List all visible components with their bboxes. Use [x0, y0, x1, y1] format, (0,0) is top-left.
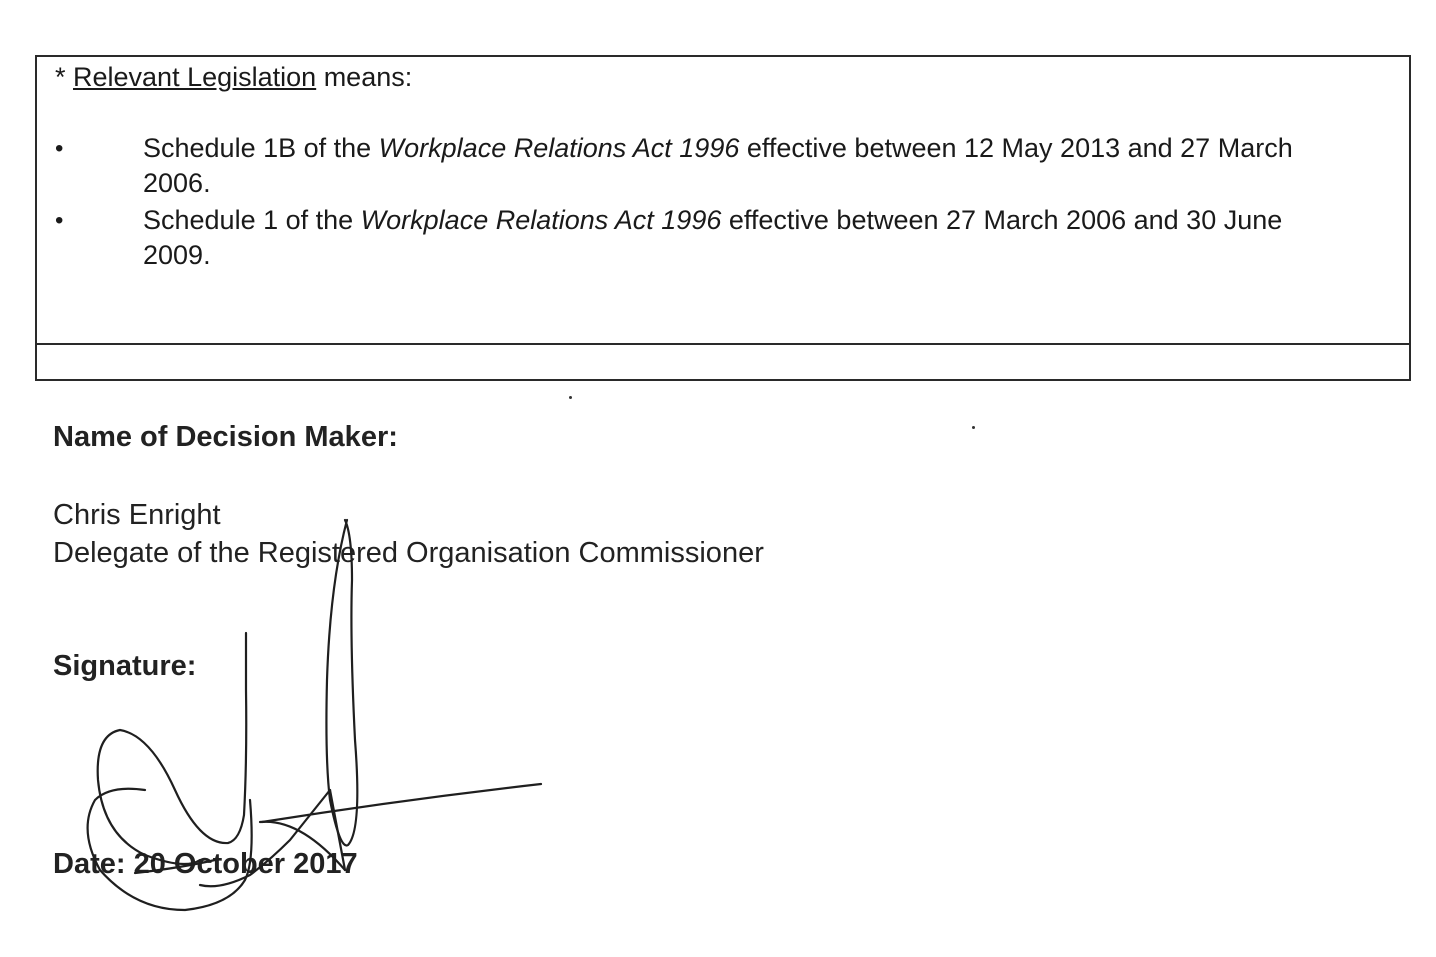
legislation-item-text [143, 131, 1349, 201]
legislation-item [37, 203, 1349, 273]
bullet-icon: • [55, 207, 64, 234]
item-suffix: effective between 27 March 2006 and 30 June 2009. [143, 205, 1283, 270]
item-suffix: effective between 12 May 2013 and 27 March 2006. [143, 133, 1293, 198]
act-name: Workplace Relations Act 1996 [360, 205, 722, 235]
item-prefix: Schedule 1B of the [143, 133, 379, 163]
legislation-intro [55, 61, 412, 93]
asterisk: * [55, 62, 74, 92]
date-line: Date: 20 October 2017 [53, 848, 358, 880]
bullet-icon: • [55, 135, 64, 162]
scan-speck [972, 426, 975, 429]
relevant-legislation-term: Relevant Legislation [73, 62, 317, 92]
act-name: Workplace Relations Act 1996 [378, 133, 740, 163]
table-divider [37, 343, 1409, 345]
relevant-legislation-box [35, 55, 1411, 381]
scan-speck [569, 396, 572, 399]
decision-maker-label: Name of Decision Maker: [53, 421, 398, 453]
signature-label: Signature: [53, 650, 197, 682]
means-text: means: [316, 62, 413, 92]
decision-maker-name: Chris Enright [53, 499, 221, 531]
legislation-item-text [143, 203, 1349, 273]
item-prefix: Schedule 1 of the [143, 205, 361, 235]
decision-maker-role: Delegate of the Registered Organisation Commissioner [53, 537, 764, 569]
legislation-item [37, 131, 1349, 201]
